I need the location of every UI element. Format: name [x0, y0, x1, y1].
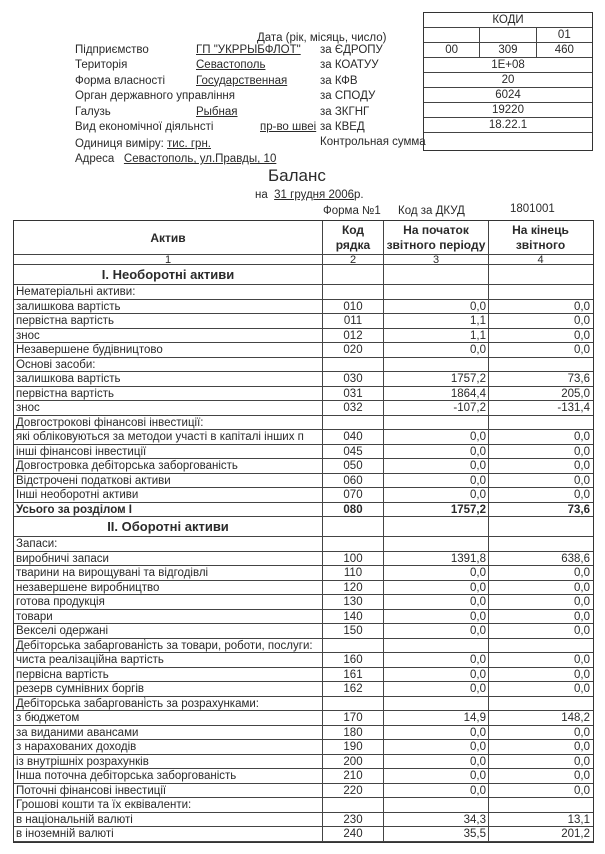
row-label: з нарахованих доходів — [14, 740, 323, 754]
field-value: ГП "УКРРЫБФЛОТ" — [196, 44, 301, 56]
row-end-value: 0,0 — [574, 581, 590, 594]
row-code — [323, 416, 384, 430]
row-label: товари — [14, 610, 323, 624]
row-start-value — [384, 265, 489, 284]
row-label: в національній валюті — [14, 813, 323, 827]
header-code: Код рядка — [323, 221, 384, 254]
unit-label-text: Одиниця виміру: — [75, 138, 164, 150]
row-end-value — [489, 537, 592, 551]
row-end-value: 0,0 — [574, 625, 590, 637]
row-start-value: 1,1 — [384, 329, 489, 343]
row-end-value — [489, 697, 592, 711]
table-row — [14, 537, 593, 552]
row-start-value: 0,0 — [384, 784, 489, 798]
table-row — [14, 445, 593, 460]
row-start-value: 0,0 — [384, 653, 489, 667]
row-label: Відстрочені податкові активи — [14, 474, 323, 488]
field-value: Государственная — [196, 74, 288, 87]
row-start-value — [384, 358, 489, 372]
row-end-value: 0,0 — [574, 329, 590, 342]
row-start-value: 0,0 — [384, 726, 489, 740]
row-start-value — [384, 697, 489, 711]
row-code — [323, 265, 384, 284]
section-header — [14, 517, 593, 537]
field-label: Галузь — [75, 105, 111, 118]
row-end-value — [489, 358, 592, 372]
row-end-value: 0,0 — [574, 755, 590, 768]
row-label: Дебіторська забарговані́сть за товари, роботи, послуги: — [14, 639, 323, 653]
row-end-value — [489, 265, 592, 284]
row-start-value: 0,0 — [384, 459, 489, 473]
table-row — [14, 784, 593, 799]
row-label: Нематеріальні активи: — [14, 285, 323, 299]
row-code: 080 — [323, 503, 384, 517]
row-end-value: 0,0 — [574, 654, 590, 666]
row-end-value: 205,0 — [561, 387, 590, 400]
code-koatuu: 1E+08 — [491, 59, 525, 71]
table-row — [14, 503, 593, 518]
code-edrpou-2: 309 — [480, 43, 536, 57]
code-date-1 — [424, 28, 480, 42]
code-date-3: 01 — [557, 29, 571, 41]
document-title: Баланс — [268, 166, 326, 185]
address — [75, 153, 276, 165]
row-code: 012 — [323, 329, 384, 343]
code-label: за ЄДРОПУ — [320, 44, 383, 56]
row-end-value: 0,0 — [574, 741, 590, 753]
unit-value: тис. грн. — [167, 138, 211, 150]
row-code: 045 — [323, 445, 384, 459]
row-code: 010 — [323, 300, 384, 314]
row-end-value: 201,2 — [561, 828, 590, 840]
row-label: виробничі запаси — [14, 552, 323, 566]
row-end-value: 0,0 — [574, 344, 590, 356]
row-end-value: 0,0 — [574, 489, 590, 501]
row-label: незавершене виробництво — [14, 581, 323, 595]
row-start-value: 0,0 — [384, 740, 489, 754]
row-start-value: -107,2 — [384, 401, 489, 415]
table-row — [14, 682, 593, 697]
header-asset: Актив — [14, 221, 323, 254]
date-label: Дата (рік, місяць, число) — [257, 32, 387, 44]
code-checksum — [424, 133, 592, 150]
row-start-value: 0,0 — [384, 624, 489, 638]
row-label: за виданими авансами — [14, 726, 323, 740]
row-end-value — [489, 517, 592, 536]
table-row — [14, 459, 593, 474]
table-row — [14, 668, 593, 683]
row-start-value — [384, 416, 489, 430]
code-label: за КОАТУУ — [320, 59, 379, 72]
row-label: резерв сумнівних боргів — [14, 682, 323, 696]
row-code: 170 — [323, 711, 384, 725]
row-start-value: 0,0 — [384, 430, 489, 444]
row-code: 162 — [323, 682, 384, 696]
row-label: Дебіторська забарговані́сть за розрахунками: — [14, 697, 323, 711]
field-label: Вид економічної діяльнсті — [75, 121, 214, 133]
date-value: 31 грудня 2006 — [274, 189, 355, 201]
row-end-value — [489, 639, 592, 653]
row-end-value: 0,0 — [574, 770, 590, 782]
field-label: Орган державного управління — [75, 90, 236, 103]
row-start-value: 1757,2 — [384, 372, 489, 386]
row-end-value: 0,0 — [574, 460, 590, 472]
row-label: Запаси: — [14, 537, 323, 551]
code-edrpou-3: 460 — [554, 44, 574, 56]
row-code: 161 — [323, 668, 384, 682]
row-label: знос — [14, 329, 323, 343]
table-row — [14, 755, 593, 770]
row-code: 220 — [323, 784, 384, 798]
row-code: 180 — [323, 726, 384, 740]
row-code — [323, 537, 384, 551]
code-date-2 — [480, 28, 536, 42]
row-end-value: 0,0 — [574, 445, 590, 458]
row-label: в іноземній валюті — [14, 827, 323, 841]
row-label: ІІ. Оборотні активи — [14, 517, 323, 536]
column-numbers — [14, 255, 593, 265]
code-label: за ЗКГНГ — [320, 105, 370, 118]
code-label: за СПОДУ — [320, 90, 376, 103]
row-code — [323, 697, 384, 711]
row-end-value: 0,0 — [574, 683, 590, 695]
table-row — [14, 387, 593, 402]
row-label: Інша поточна дебіторська заборгованість — [14, 769, 323, 783]
table-row — [14, 552, 593, 567]
row-end-value: 0,0 — [574, 315, 590, 327]
row-label: тварини на вирощувані та відгодівлі — [14, 566, 323, 580]
table-row — [14, 798, 593, 813]
row-code — [323, 358, 384, 372]
row-code: 130 — [323, 595, 384, 609]
row-label: Основі засоби: — [14, 358, 323, 372]
address-value: Севастополь, ул.Правды, 10 — [123, 153, 277, 165]
row-code — [323, 517, 384, 536]
row-end-value: 13,1 — [567, 813, 590, 826]
row-label: Поточні фінансові інвестиції — [14, 784, 323, 798]
row-end-value: 0,0 — [574, 610, 590, 623]
report-date — [255, 189, 364, 201]
table-row — [14, 813, 593, 828]
table-row — [14, 711, 593, 726]
row-end-value: 0,0 — [574, 726, 590, 739]
table-row — [14, 430, 593, 445]
table-row — [14, 769, 593, 784]
table-row — [14, 697, 593, 712]
table-row — [14, 639, 593, 654]
row-end-value: 0,0 — [574, 596, 590, 608]
row-start-value: 35,5 — [384, 827, 489, 841]
table-row — [14, 401, 593, 416]
row-end-value — [489, 798, 592, 812]
row-code — [323, 285, 384, 299]
row-code: 110 — [323, 566, 384, 580]
section-header — [14, 265, 593, 285]
row-end-value: 0,0 — [574, 474, 590, 487]
row-start-value: 0,0 — [384, 488, 489, 502]
codes-box — [423, 12, 593, 151]
row-end-value: 148,2 — [561, 712, 590, 724]
table-row — [14, 300, 593, 315]
row-label: чиста реалізаційна вартість — [14, 653, 323, 667]
form-number: Форма №1 — [323, 205, 381, 217]
table-row — [14, 740, 593, 755]
table-row — [14, 474, 593, 489]
code-spodu: 6024 — [495, 89, 521, 101]
row-start-value: 0,0 — [384, 595, 489, 609]
row-code: 032 — [323, 401, 384, 415]
row-end-value — [489, 285, 592, 299]
row-start-value: 0,0 — [384, 343, 489, 357]
row-end-value: 0,0 — [574, 784, 590, 797]
row-code: 060 — [323, 474, 384, 488]
row-label: які обліковуються за методои участі в капіталі інших п — [14, 430, 323, 444]
row-start-value — [384, 537, 489, 551]
table-row — [14, 416, 593, 431]
field-label: Територія — [75, 59, 128, 72]
row-start-value: 34,3 — [384, 813, 489, 827]
table-row — [14, 329, 593, 344]
row-label: первістна вартість — [14, 314, 323, 328]
row-code: 120 — [323, 581, 384, 595]
row-end-value: 0,0 — [574, 300, 590, 313]
row-label: І. Необоротні активи — [14, 265, 323, 284]
row-code: 100 — [323, 552, 384, 566]
table-row — [14, 595, 593, 610]
row-code — [323, 639, 384, 653]
table-row — [14, 827, 593, 842]
field-value: Рыбная — [196, 105, 238, 118]
row-start-value: 0,0 — [384, 581, 489, 595]
code-kved: 18.22.1 — [488, 119, 528, 131]
dkud-value: 1801001 — [510, 203, 555, 215]
field-value: пр-во швеі — [260, 121, 317, 133]
row-start-value — [384, 639, 489, 653]
unit-label — [75, 138, 211, 150]
row-start-value: 1757,2 — [384, 503, 489, 517]
codes-title: КОДИ — [492, 14, 524, 26]
row-code: 140 — [323, 610, 384, 624]
row-end-value: 73,6 — [567, 373, 590, 385]
row-label: Грошові кошти та їх еквіваленти: — [14, 798, 323, 812]
row-start-value: 0,0 — [384, 682, 489, 696]
table-row — [14, 726, 593, 741]
checksum-label: Контрольная сумма — [320, 136, 426, 148]
row-code: 200 — [323, 755, 384, 769]
row-label: первісна вартість — [14, 668, 323, 682]
row-code: 030 — [323, 372, 384, 386]
row-label: залишкова вартість — [14, 372, 323, 386]
row-start-value — [384, 285, 489, 299]
row-start-value: 0,0 — [384, 300, 489, 314]
code-edrpou-1: 00 — [424, 43, 480, 57]
row-start-value: 1391,8 — [384, 552, 489, 566]
table-row — [14, 372, 593, 387]
field-label: Форма власності — [75, 74, 166, 87]
row-code: 070 — [323, 488, 384, 502]
row-start-value: 14,9 — [384, 711, 489, 725]
row-start-value: 0,0 — [384, 755, 489, 769]
row-start-value: 0,0 — [384, 668, 489, 682]
row-label: первістна вартість — [14, 387, 323, 401]
row-code: 160 — [323, 653, 384, 667]
code-label: за КВЕД — [320, 121, 365, 133]
table-row — [14, 343, 593, 358]
row-end-value — [489, 416, 592, 430]
row-code: 230 — [323, 813, 384, 827]
row-label: Усього за розділом І — [14, 503, 323, 517]
row-label: залишкова вартість — [14, 300, 323, 314]
row-label: Інші необоротні активи — [14, 488, 323, 502]
code-zkgng: 19220 — [492, 104, 524, 116]
table-row — [14, 314, 593, 329]
header-start: На початок звітного періоду — [384, 221, 489, 254]
table-row — [14, 566, 593, 581]
row-end-value: 0,0 — [574, 668, 590, 681]
row-code: 040 — [323, 430, 384, 444]
row-start-value — [384, 517, 489, 536]
row-code: 190 — [323, 740, 384, 754]
date-prefix: на — [255, 189, 268, 201]
table-row — [14, 581, 593, 596]
row-end-value: 73,6 — [567, 503, 590, 516]
row-label: інші фінансові інвестиції — [14, 445, 323, 459]
row-label: із внутрішніх розрахунків — [14, 755, 323, 769]
table-row — [14, 285, 593, 300]
row-start-value: 0,0 — [384, 445, 489, 459]
table-header — [14, 221, 593, 255]
row-end-value: 638,6 — [561, 552, 590, 565]
row-label: Векселі одержані — [14, 624, 323, 638]
row-start-value: 0,0 — [384, 610, 489, 624]
row-code: 240 — [323, 827, 384, 841]
address-label: Адреса — [75, 153, 115, 165]
row-code — [323, 798, 384, 812]
row-end-value: 0,0 — [574, 567, 590, 579]
row-code: 210 — [323, 769, 384, 783]
col-num-1: 1 — [14, 255, 323, 264]
row-label: знос — [14, 401, 323, 415]
balance-table — [13, 220, 594, 843]
row-end-value: 0,0 — [574, 431, 590, 443]
row-start-value — [384, 798, 489, 812]
field-label: Підприємство — [75, 44, 149, 56]
code-kfv: 20 — [501, 74, 515, 86]
row-code: 031 — [323, 387, 384, 401]
col-num-2: 2 — [323, 255, 384, 264]
table-row — [14, 624, 593, 639]
row-start-value: 0,0 — [384, 566, 489, 580]
field-value: Севастополь — [196, 59, 266, 72]
col-num-4: 4 — [537, 255, 544, 264]
row-label: Довгострокові фінансові інвестиції: — [14, 416, 323, 430]
row-code: 020 — [323, 343, 384, 357]
row-code: 150 — [323, 624, 384, 638]
dkud-label: Код за ДКУД — [398, 205, 465, 217]
table-row — [14, 488, 593, 503]
table-row — [14, 358, 593, 373]
row-code: 050 — [323, 459, 384, 473]
table-row — [14, 653, 593, 668]
row-label: Довгостровка дебіторська заборгованість — [14, 459, 323, 473]
col-num-3: 3 — [384, 255, 489, 264]
code-label: за КФВ — [320, 74, 358, 87]
row-label: з бюджетом — [14, 711, 323, 725]
row-end-value: -131,4 — [557, 402, 590, 414]
row-label: Незавершене будівництово — [14, 343, 323, 357]
table-row — [14, 610, 593, 625]
row-start-value: 1,1 — [384, 314, 489, 328]
date-suffix: р. — [354, 189, 364, 201]
row-start-value: 1864,4 — [384, 387, 489, 401]
row-label: готова продукція — [14, 595, 323, 609]
row-start-value: 0,0 — [384, 474, 489, 488]
row-start-value: 0,0 — [384, 769, 489, 783]
header-end: На кінець звітного — [512, 223, 569, 252]
row-code: 011 — [323, 314, 384, 328]
